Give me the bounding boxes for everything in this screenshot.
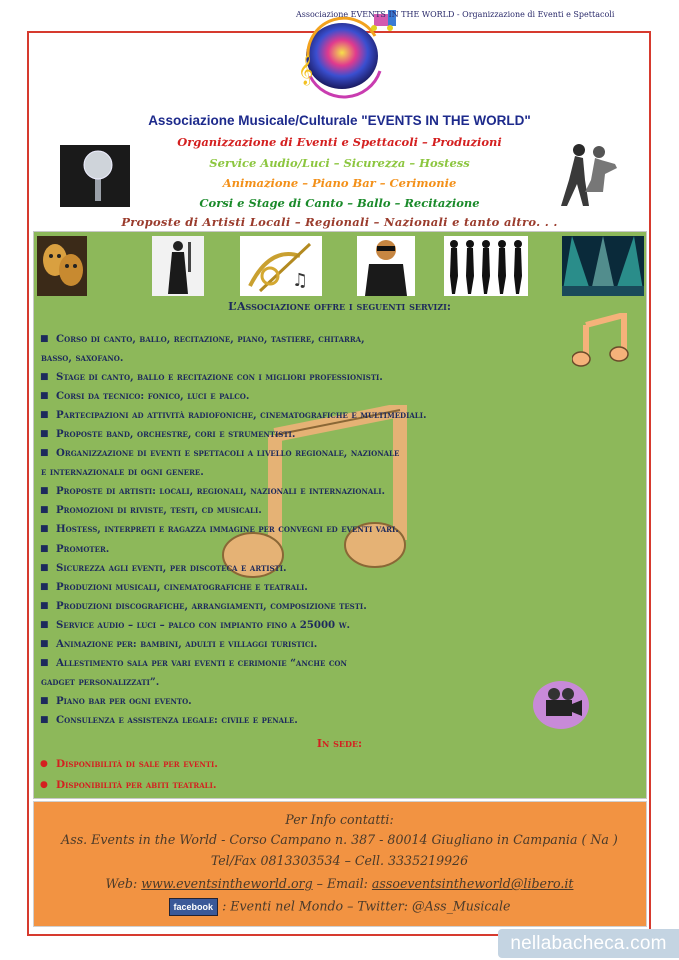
contact-social bbox=[0, 898, 679, 916]
email-link[interactable]: assoeventsintheworld@libero.it bbox=[371, 876, 574, 891]
security-guard-icon bbox=[357, 236, 415, 296]
service-item: ■ Hostess, interpreti e ragazza immagine per convegni ed eventi vari. bbox=[40, 523, 399, 536]
service-item: ■ Sicurezza agli eventi, per discoteca e artisti. bbox=[40, 561, 287, 574]
service-item: ■ Stage di canto, ballo e recitazione con i migliori professionisti. bbox=[40, 371, 383, 384]
website-link[interactable]: www.eventsintheworld.org bbox=[141, 876, 313, 891]
service-item: ■ Corso di canto, ballo, recitazione, piano, tastiere, chitarra, basso, saxofano. bbox=[40, 333, 365, 365]
contact-address: Ass. Events in the World - Corso Campano n. 387 - 80014 Giugliano in Campania ( Na ) bbox=[61, 832, 618, 847]
headline-courses: Corsi e Stage di Canto – Ballo – Recitazione bbox=[199, 196, 480, 210]
service-item: ■ Consulenza e assistenza legale: civile e penale. bbox=[40, 713, 298, 726]
service-item: ■ Promozioni di riviste, testi, cd musicali. bbox=[40, 504, 262, 517]
in-sede-heading: In sede: bbox=[316, 737, 363, 750]
services-list bbox=[38, 330, 598, 730]
service-item: ■ Produzioni discografiche, arrangiamenti, composizione testi. bbox=[40, 599, 367, 612]
in-sede-item: ● Disponibilità di sale per eventi. bbox=[40, 758, 218, 770]
svg-text:𝄞: 𝄞 bbox=[298, 55, 314, 85]
dancers-silhouette-icon bbox=[444, 236, 528, 296]
association-logo bbox=[270, 6, 410, 110]
social-text: : Eventi nel Mondo – Twitter: @Ass_Musicale bbox=[222, 898, 511, 914]
service-item: ■ Service audio – luci – palco con impianto fino a 25000 w. bbox=[40, 618, 351, 631]
service-item: ■ Corsi da tecnico: fonico, luci e palco. bbox=[40, 390, 250, 403]
theatre-masks-icon bbox=[37, 236, 87, 296]
facebook-icon[interactable]: facebook bbox=[169, 898, 219, 916]
contact-web-email bbox=[0, 876, 679, 891]
performer-icon bbox=[152, 236, 204, 296]
service-item: ■ Proposte band, orchestre, cori e strumentisti. bbox=[40, 428, 296, 441]
service-item: ■ Allestimento sala per vari eventi e cerimonie “anche con gadget personalizzati”. bbox=[40, 656, 347, 688]
service-item: ■ Proposte di artisti: locali, regionali, nazionali e internazionali. bbox=[40, 485, 386, 498]
service-item: ■ Animazione per: bambini, adulti e villaggi turistici. bbox=[40, 637, 318, 650]
service-item: ■ Produzioni musicali, cinematografiche e teatrali. bbox=[40, 580, 308, 593]
web-label: Web: bbox=[105, 876, 138, 891]
service-item: ■ Piano bar per ogni evento. bbox=[40, 694, 192, 707]
in-sede-list bbox=[38, 754, 218, 796]
in-sede-item: ● Disponibilità per abiti teatrali. bbox=[40, 779, 217, 791]
stage-lights-icon bbox=[562, 236, 644, 296]
microphone-icon bbox=[60, 145, 130, 207]
contact-heading: Per Info contatti: bbox=[285, 812, 394, 827]
headline-animation: Animazione – Piano Bar – Cerimonie bbox=[222, 176, 457, 190]
service-item: ■ Partecipazioni ad attività radiofoniche, cinematografiche e multimediali. bbox=[40, 409, 427, 422]
services-heading: L’Associazione offre i seguenti servizi: bbox=[228, 300, 451, 313]
dancing-couple-icon bbox=[555, 140, 621, 210]
headline-service: Service Audio/Luci – Sicurezza – Hostess bbox=[209, 156, 470, 170]
service-item: ■ Promoter. bbox=[40, 542, 110, 555]
email-label: – Email: bbox=[316, 876, 368, 891]
logo-caption: Associazione EVENTS IN THE WORLD - Organizzazione di Eventi e Spettacoli bbox=[296, 10, 615, 19]
association-title: Associazione Musicale/Culturale "EVENTS IN THE WORLD" bbox=[148, 113, 531, 128]
svg-text:♫: ♫ bbox=[292, 270, 309, 291]
service-item: ■ Organizzazione di eventi e spettacoli a livello regionale, nazionale e internazionale di ogni genere. bbox=[40, 447, 400, 479]
site-watermark[interactable]: nellabacheca.com bbox=[498, 929, 679, 958]
contact-phones: Tel/Fax 0813303534 – Cell. 3335219926 bbox=[210, 853, 469, 868]
headline-artists: Proposte di Artisti Locali – Regionali – Nazionali e tanto altro. . . bbox=[121, 215, 558, 229]
headline-events: Organizzazione di Eventi e Spettacoli – Produzioni bbox=[177, 135, 502, 149]
instruments-icon bbox=[240, 236, 322, 296]
